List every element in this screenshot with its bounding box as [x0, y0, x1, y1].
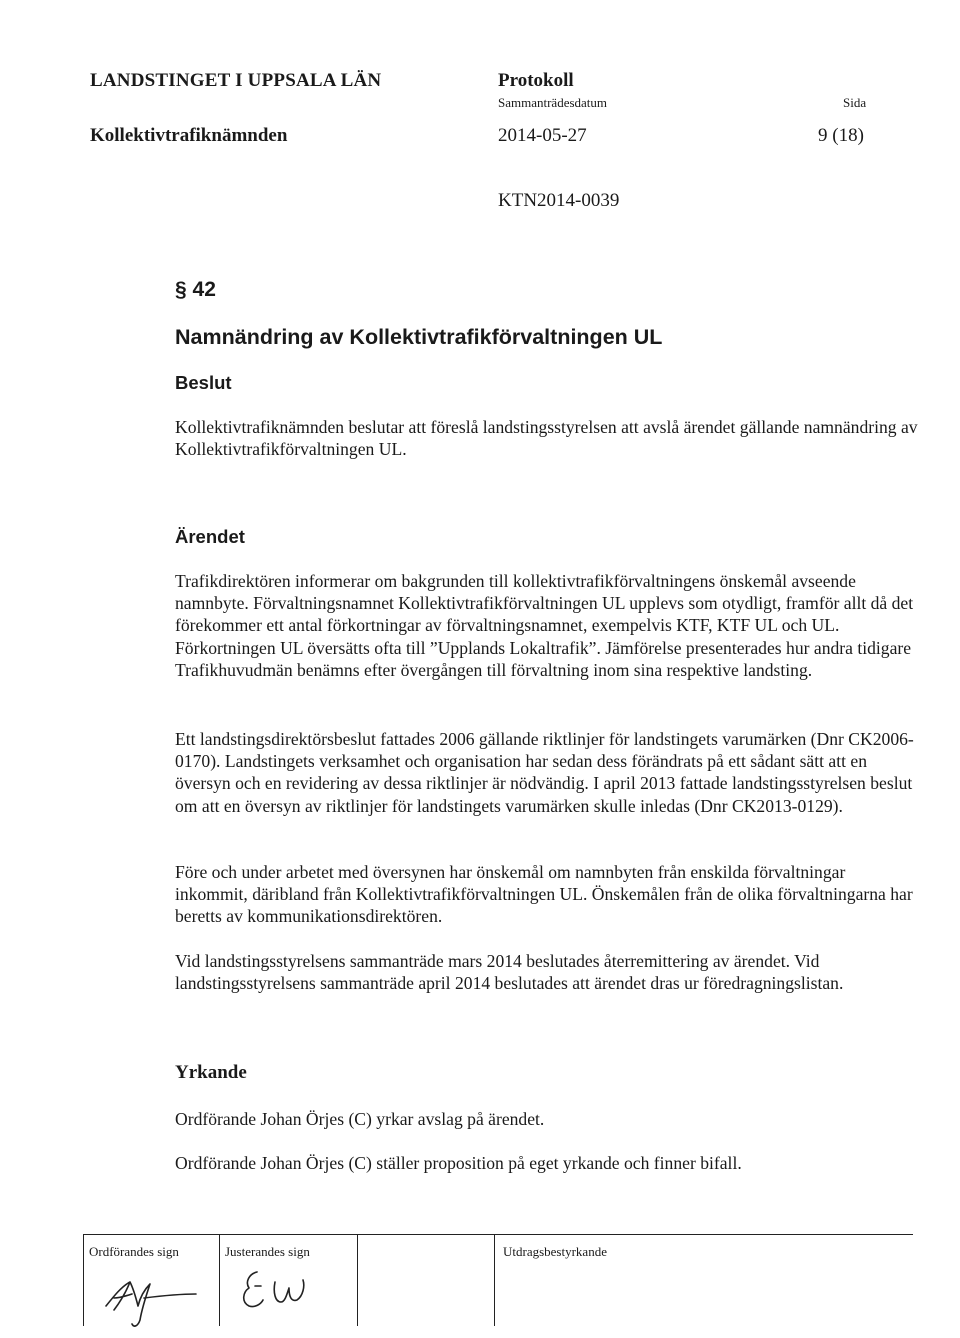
- beslut-text: Kollektivtrafiknämnden beslutar att föreslå landstingsstyrelsen att avslå ärendet gällande namnändring av Kollektivtrafikförvaltningen UL.: [175, 417, 918, 460]
- extract-certification-label: Utdragsbestyrkande: [503, 1244, 607, 1259]
- arendet-paragraph: Ett landstingsdirektörsbeslut fattades 2006 gällande riktlinjer för landstingets varumärken (Dnr CK2006-0170). Landstingets verksamhet och organisation har sedan dess förändrats på ett sådant sätt att en översyn och en revidering av dessa riktlinjer är nödvändig. I april 2013 fattade landstingsstyrelsen beslut om att en översyn av riktlinjer för landstingets varumärken skulle inledas (Dnr CK2013-0129).: [175, 729, 914, 816]
- arendet-paragraph: Vid landstingsstyrelsens sammanträde mars 2014 beslutades återremittering av ärendet. Vid landstingsstyrelsens sammanträde april 2014 beslutades att ärendet dras ur föredragningslistan.: [175, 951, 844, 994]
- arendet-heading: Ärendet: [175, 526, 245, 547]
- arendet-paragraph: Trafikdirektören informerar om bakgrunden till kollektivtrafikförvaltningens önskemål avseende namnbyte. Förvaltningsnamnet Kollektivtrafikförvaltningen UL upplevs som otydligt, framför allt då det förekommer ett antal förkortningar av förvaltningsnamnet, exempelvis KTF, KTF UL och UL. Förkortningen UL översätts ofta till ”Upplands Lokaltrafik”. Jämförelse presenterades hur andra tidigare Trafikhuvudmän benämns efter övergången till förvaltning inom sina respektive landsting.: [175, 571, 914, 680]
- header-date-label: Sammanträdesdatum: [498, 95, 608, 110]
- section-number: § 42: [175, 278, 216, 301]
- chair-signature-icon: [100, 1268, 200, 1332]
- header-document-type: Protokoll: [498, 70, 574, 91]
- adjuster-sign-label: Justerandes sign: [225, 1244, 310, 1259]
- signature-divider: [494, 1234, 495, 1326]
- adjuster-signature-icon: [235, 1262, 335, 1326]
- signature-rule: [83, 1234, 913, 1235]
- header-page-number: 9 (18): [818, 125, 864, 146]
- header-department: Kollektivtrafiknämnden: [90, 125, 288, 146]
- section-title: Namnändring av Kollektivtrafikförvaltningen UL: [175, 325, 663, 349]
- diary-number: KTN2014-0039: [498, 190, 620, 211]
- signature-divider: [83, 1234, 84, 1326]
- header-date: 2014-05-27: [498, 125, 587, 146]
- yrkande-heading: Yrkande: [175, 1062, 247, 1083]
- signature-divider: [357, 1234, 358, 1326]
- beslut-heading: Beslut: [175, 372, 232, 393]
- yrkande-paragraph: Ordförande Johan Örjes (C) ställer proposition på eget yrkande och finner bifall.: [175, 1153, 742, 1173]
- arendet-paragraph: Före och under arbetet med översynen har önskemål om namnbyten från enskilda förvaltningar inkommit, däribland från Kollektivtrafikförvaltningen UL. Önskemålen från de olika förvaltningarna har beretts av kommunikationsdirektören.: [175, 862, 913, 927]
- chair-sign-label: Ordförandes sign: [89, 1244, 179, 1259]
- signature-divider: [219, 1234, 220, 1326]
- header-page-label: Sida: [843, 95, 867, 110]
- yrkande-paragraph: Ordförande Johan Örjes (C) yrkar avslag på ärendet.: [175, 1109, 545, 1129]
- header-organization: LANDSTINGET I UPPSALA LÄN: [90, 70, 382, 91]
